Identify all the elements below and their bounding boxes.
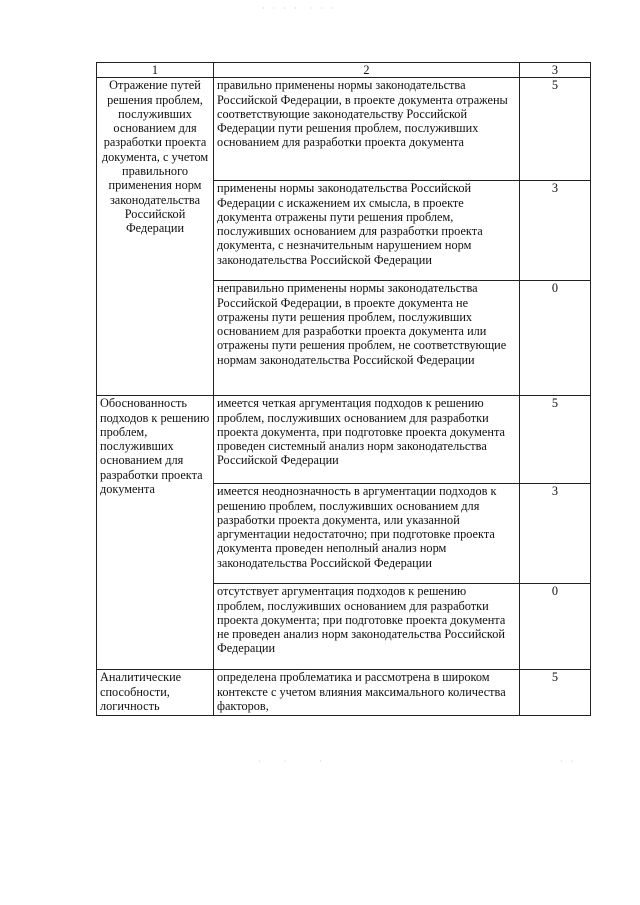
level-description: имеется неоднозначность в аргументации подходов к решению проблем, послуживших основанием для разработки проекта документа, или указанной аргументации недостаточно; при подготовке проекта документа проведен неполный анализ норм законодательства Российской Федерации — [214, 484, 520, 584]
criterion-cell: Обоснованность подходов к решению проблем, послуживших основанием для разработки проекта документа — [97, 396, 214, 670]
table-row — [97, 396, 591, 484]
column-header-1: 1 — [97, 63, 214, 78]
level-description: определена проблематика и рассмотрена в широком контексте с учетом влияния максимального количества факторов, — [214, 670, 520, 716]
score-value: 0 — [520, 281, 591, 396]
score-value: 5 — [520, 396, 591, 484]
level-description: отсутствует аргументация подходов к решению проблем, послуживших основанием для разработки проекта документа; при подготовке проекта документа не проведен анализ норм законодательства Российской Федерации — [214, 584, 520, 670]
table-row — [97, 670, 591, 716]
header-row — [97, 63, 591, 78]
criteria-table — [96, 62, 591, 716]
column-header-3: 3 — [520, 63, 591, 78]
score-value: 3 — [520, 181, 591, 281]
score-value: 3 — [520, 484, 591, 584]
scan-artifact: · · — [560, 757, 577, 766]
level-description: неправильно применены нормы законодательства Российской Федерации, в проекте документа не отражены пути решения проблем, послуживших основанием для разработки проекта документа или отражены пути решения проблем, не соответствующие нормам законодательства Российской Федерации — [214, 281, 520, 396]
scan-artifact: · · · — [258, 757, 325, 766]
level-description: правильно применены нормы законодательства Российской Федерации, в проекте документа отражены соответствующие законодательству Российской Федерации пути решения проблем, послуживших основанием для разработки проекта документа — [214, 78, 520, 181]
level-description: имеется четкая аргументация подходов к решению проблем, послуживших основанием для разработки проекта документа, при подготовке проекта документа проведен системный анализ норм законодательства Российской Федерации — [214, 396, 520, 484]
score-value: 5 — [520, 670, 591, 716]
scan-artifact: · · · · · · · — [262, 4, 337, 13]
score-value: 5 — [520, 78, 591, 181]
table-row — [97, 78, 591, 181]
column-header-2: 2 — [214, 63, 520, 78]
score-value: 0 — [520, 584, 591, 670]
level-description: применены нормы законодательства Российской Федерации с искажением их смысла, в проекте документа отражены пути решения проблем, послуживших основанием для разработки проекта документа, с незначительным нарушением норм законодательства Российской Федерации — [214, 181, 520, 281]
criterion-cell: Аналитические способности, логичность — [97, 670, 214, 716]
criterion-cell: Отражение путей решения проблем, послуживших основанием для разработки проекта документа, с учетом правильного применения норм законодательства Российской Федерации — [97, 78, 214, 396]
